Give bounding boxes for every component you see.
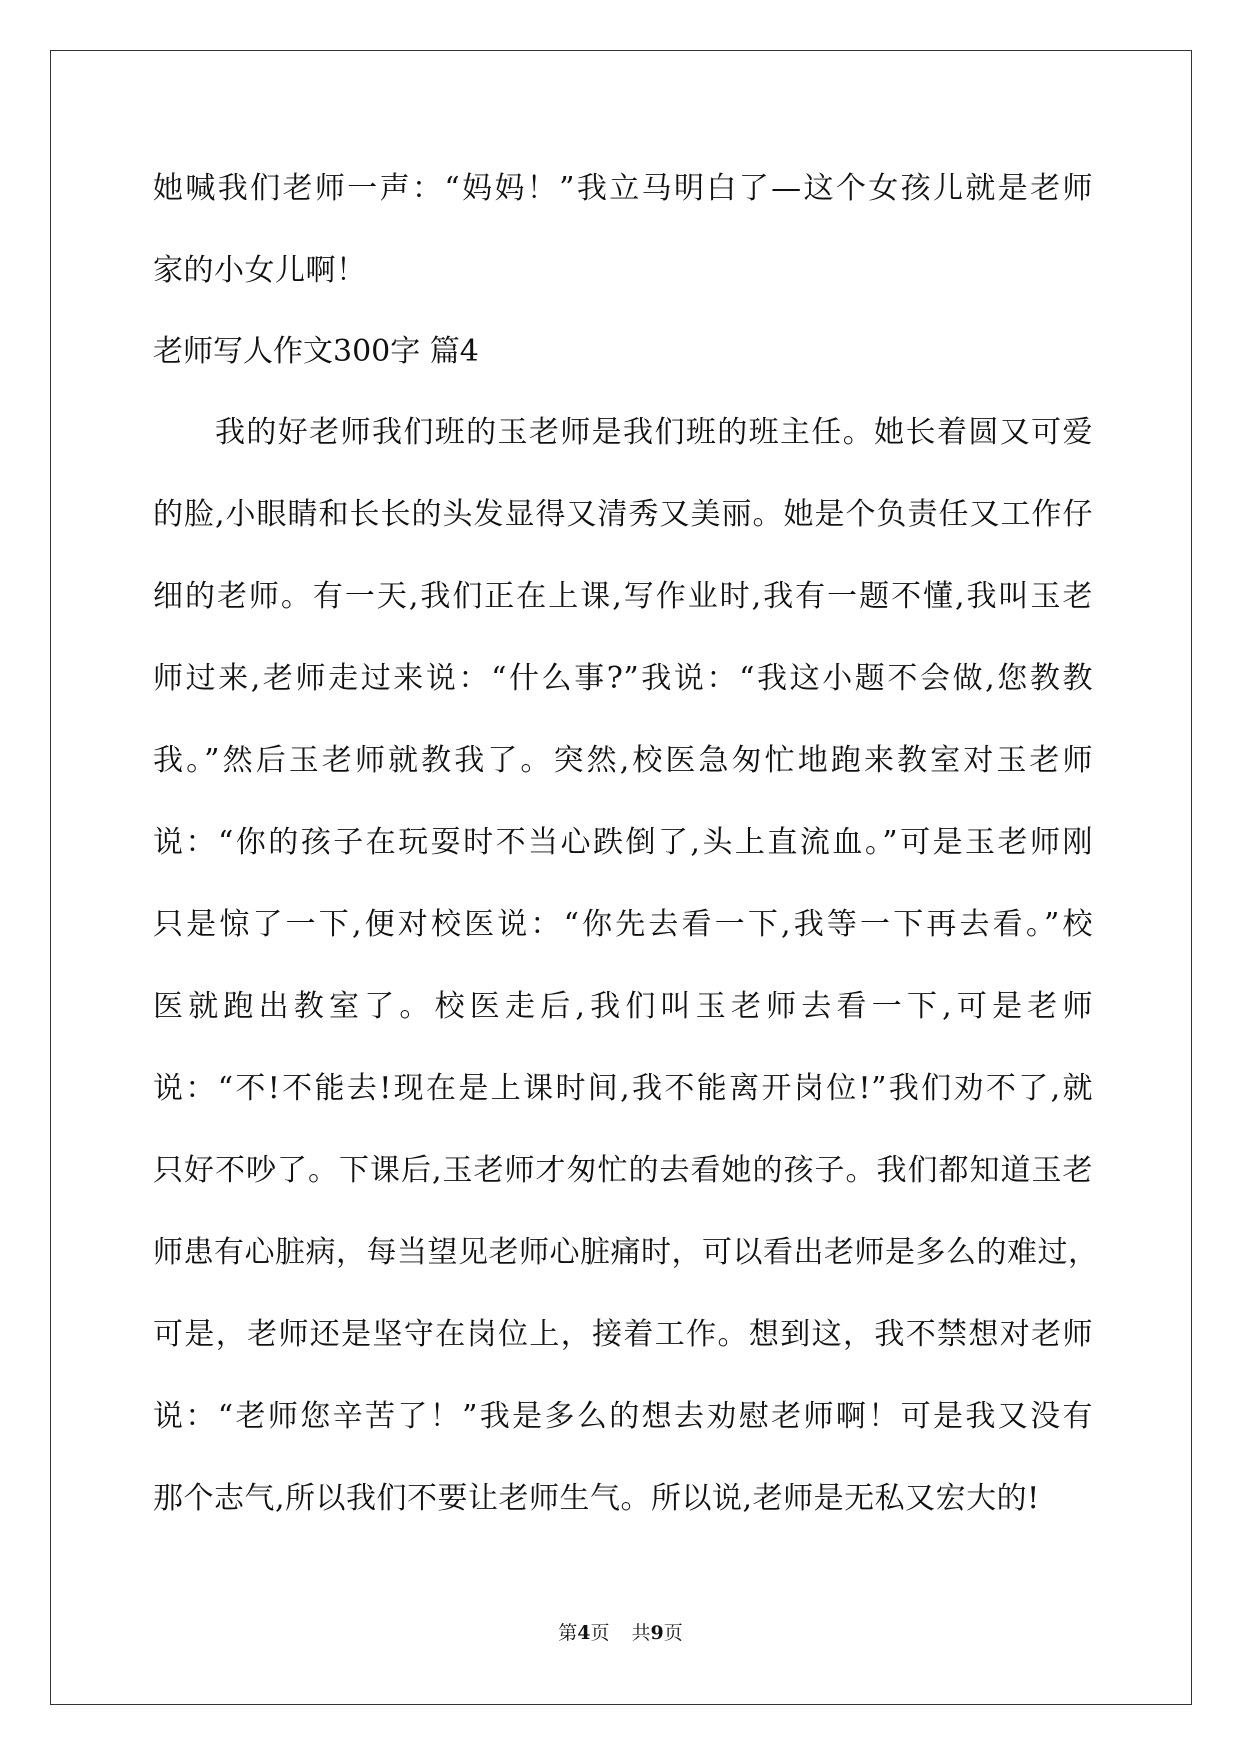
- paragraph-line: 家的小女儿啊！: [153, 253, 367, 288]
- paragraph-line: 我的好老师我们班的玉老师是我们班的班主任。她长着圆又可爱: [215, 415, 1093, 450]
- page-current: 4: [577, 1622, 591, 1644]
- paragraph-line: 师患有心脏病，每当望见老师心脏痛时，可以看出老师是多么的难过，: [153, 1235, 1099, 1270]
- paragraph-line: 师过来,老师走过来说：“什么事?”我说：“我这小题不会做,您教教: [153, 661, 1093, 696]
- paragraph-line: 说：“不!不能去!现在是上课时间,我不能离开岗位!”我们劝不了,就: [153, 1071, 1093, 1106]
- paragraph-line: 的脸,小眼睛和长长的头发显得又清秀又美丽。她是个负责任又工作仔: [153, 497, 1093, 532]
- paragraph-line: 说：“你的孩子在玩耍时不当心跌倒了,头上直流血。”可是玉老师刚: [153, 825, 1093, 860]
- paragraph-line: 说：“老师您辛苦了！”我是多么的想去劝慰老师啊！可是我又没有: [153, 1399, 1093, 1434]
- paragraph-line: 我。”然后玉老师就教我了。突然,校医急匆忙地跑来教室对玉老师: [153, 743, 1093, 778]
- page-total: 9: [650, 1622, 664, 1644]
- page-prefix: 第: [558, 1622, 578, 1644]
- paragraph-line: 她喊我们老师一声：“妈妈！”我立马明白了—这个女孩儿就是老师: [153, 171, 1093, 206]
- paragraph-line: 那个志气,所以我们不要让老师生气。所以说,老师是无私又宏大的!: [153, 1481, 1040, 1516]
- document-body: [153, 148, 1099, 1540]
- section-heading: 老师写人作文300字 篇4: [153, 334, 479, 369]
- paragraph-line: 细的老师。有一天,我们正在上课,写作业时,我有一题不懂,我叫玉老: [153, 579, 1093, 614]
- paragraph-line: 可是，老师还是坚守在岗位上，接着工作。想到这，我不禁想对老师: [153, 1317, 1093, 1352]
- page-label: 页: [590, 1622, 610, 1644]
- paragraph-line: 只好不吵了。下课后,玉老师才匆忙的去看她的孩子。我们都知道玉老: [153, 1153, 1093, 1188]
- total-prefix: 共: [631, 1622, 651, 1644]
- paragraph-line: 只是惊了一下,便对校医说：“你先去看一下,我等一下再去看。”校: [153, 907, 1093, 942]
- total-label: 页: [663, 1622, 683, 1644]
- paragraph-line: 医就跑出教室了。校医走后,我们叫玉老师去看一下,可是老师: [153, 989, 1093, 1024]
- page-footer: [0, 1618, 1241, 1645]
